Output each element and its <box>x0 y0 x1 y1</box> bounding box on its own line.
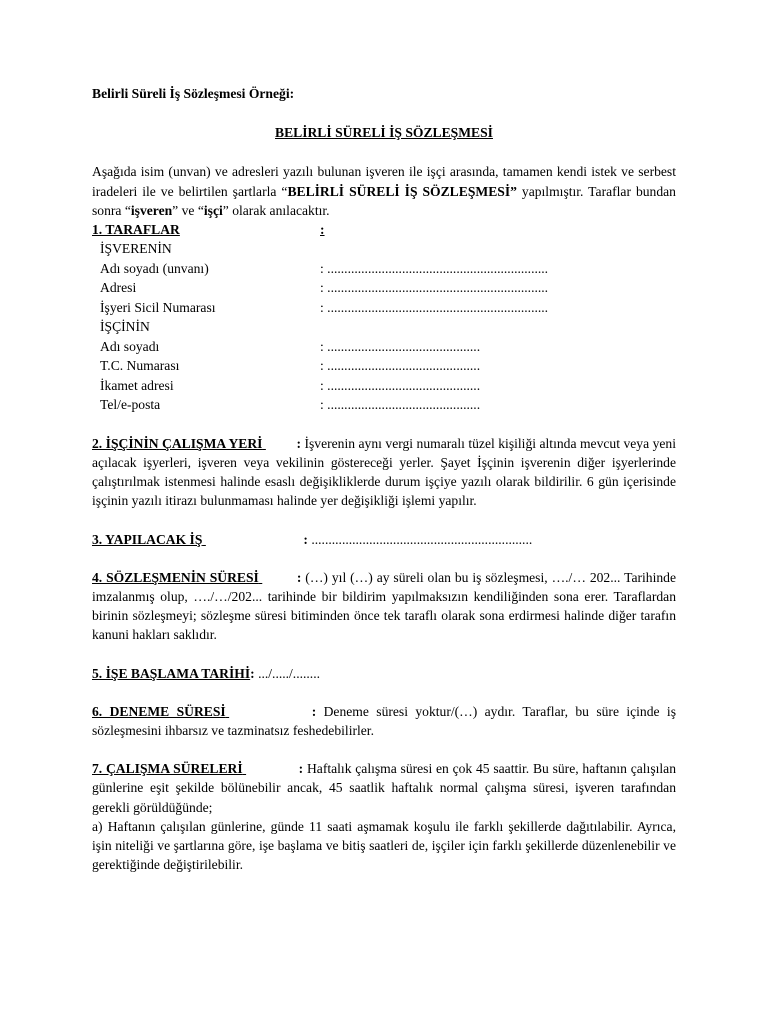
worker-field-row <box>100 337 676 357</box>
section-heading: 2. İŞÇİNİN ÇALIŞMA YERİ <box>92 435 263 451</box>
field-value: : ............................................. <box>320 338 481 354</box>
employer-field-row <box>100 298 676 318</box>
section-colon: : <box>298 761 304 777</box>
parties-heading: 1. TARAFLAR <box>92 222 180 238</box>
heading-underline-gap <box>262 434 296 453</box>
parties-list <box>100 239 676 415</box>
heading-underline-gap <box>202 530 303 549</box>
section-trial-period <box>92 702 676 740</box>
field-label: İkamet adresi <box>100 377 174 393</box>
intro-text-2: yapılmıştır. Taraflar bundan sonra “ <box>92 183 676 218</box>
section-colon: : <box>296 435 301 451</box>
intro-bold-worker: işçi <box>203 202 223 218</box>
section-duration <box>92 568 676 645</box>
contract-page <box>92 84 676 874</box>
section-text: Haftalık çalışma süresi en çok 45 saattir. Bu süre, haftanın çalışılan günlerine eşit şekilde bölünebilir ancak, 45 saatlik haftalık normal çalışma süresi, işveren tarafından gerekli görüldüğünde; <box>92 761 676 815</box>
worker-field-row <box>100 395 676 415</box>
intro-text-1: Aşağıda isim (unvan) ve adresleri yazılı bulunan işveren ile işçi arasında, tamamen kendi istek ve serbest iradeleri ile ve belirtilen şartlarla “ <box>92 164 676 199</box>
field-label: Adı soyadı <box>100 338 160 354</box>
section-job <box>92 530 676 549</box>
worker-field-row <box>100 356 676 376</box>
section-colon: : <box>296 569 302 585</box>
section-text: (…) yıl (…) ay süreli olan bu iş sözleşmesi, …./… 202... Tarihinde imzalanmış olup, …./…/202... tarihinde bir bildirim yapılmaksızın kendiliğinden sona erer. Taraflardan birinin sözleşmeyi; sözleşme süresi bitiminden önce tek taraflı olarak sona erdirmesi halinde diğer tarafın kanuni hakları saklıdır. <box>92 569 676 643</box>
field-value: : ................................................................. <box>320 280 549 296</box>
section-heading: 7. ÇALIŞMA SÜRELERİ <box>92 761 243 777</box>
section-colon: : <box>250 665 255 681</box>
parties-heading-colon: : <box>320 222 325 238</box>
section-heading: 5. İŞE BAŞLAMA TARİHİ <box>92 665 251 681</box>
parties-heading-row <box>92 220 676 239</box>
section-text: İşverenin aynı vergi numaralı tüzel kişiliği altında mevcut veya yeni açılacak işyerleri, işveren veya vekilinin göstereceği yerler. Şayet İşçinin işverenin diğer işyerlerinde çalıştırılmak istenmesi halinde esaslı değişikliklerde durum işçiye yazılı olarak bildirilir. 6 gün içerisinde işçinin yazılı itirazı bulunmaması halinde yer değişikliği işlemi yapılır. <box>92 435 676 509</box>
document-title: BELİRLİ SÜRELİ İŞ SÖZLEŞMESİ <box>275 125 493 141</box>
heading-underline-gap <box>243 759 299 778</box>
section-text: .../...../........ <box>254 665 320 681</box>
section-start-date <box>92 664 676 683</box>
pre-title: Belirli Süreli İş Sözleşmesi Örneği: <box>92 86 295 101</box>
section-text: Deneme süresi yoktur/(…) aydır. Taraflar, bu süre içinde iş sözleşmesini ihbarsız ve tazminatsız feshedebilirler. <box>92 703 676 738</box>
employer-field-row <box>100 278 676 298</box>
section-heading: 3. YAPILACAK İŞ <box>92 531 203 547</box>
heading-underline-gap <box>259 568 297 587</box>
worker-label: İŞÇİNİN <box>100 319 150 335</box>
field-value: : ............................................. <box>320 358 481 374</box>
intro-bold-title: BELİRLİ SÜRELİ İŞ SÖZLEŞMESİ” <box>287 183 517 199</box>
field-value: : ................................................................. <box>320 260 549 276</box>
intro-bold-employer: işveren <box>130 202 173 218</box>
field-label: Tel/e-posta <box>100 397 161 413</box>
field-label: T.C. Numarası <box>100 358 180 374</box>
intro-text-3: ” ve “ <box>172 202 204 218</box>
section-work-place <box>92 434 676 511</box>
intro-text-4: ” olarak anılacaktır. <box>222 202 330 218</box>
field-label: İşyeri Sicil Numarası <box>100 299 216 315</box>
section-working-hours-item-a: a) Haftanın çalışılan günlerine, günde 11 saati aşmamak koşulu ile farklı şekillerde dağıtılabilir. Ayrıca, işin niteliği ve şartlarına göre, işe başlama ve bitiş saatleri de, işçiler için farklı şekillerde düzenlenebilir ve gerektiğinde değiştirilebilir. <box>92 818 676 873</box>
heading-underline-gap <box>226 702 312 721</box>
section-working-hours <box>92 759 676 817</box>
section-colon: : <box>311 703 317 719</box>
worker-field-row <box>100 376 676 396</box>
field-label: Adresi <box>100 280 137 296</box>
field-label: Adı soyadı (unvanı) <box>100 260 209 276</box>
field-value: : ............................................. <box>320 377 481 393</box>
field-value: : ................................................................. <box>320 299 549 315</box>
section-text: ................................................................. <box>307 531 533 547</box>
employer-label: İŞVERENİN <box>100 241 172 257</box>
section-colon: : <box>303 531 308 547</box>
section-heading: 6. DENEME SÜRESİ <box>92 703 226 719</box>
field-value: : ............................................. <box>320 397 481 413</box>
intro-paragraph <box>92 162 676 220</box>
section-heading: 4. SÖZLEŞMENİN SÜRESİ <box>92 569 259 585</box>
employer-field-row <box>100 259 676 279</box>
